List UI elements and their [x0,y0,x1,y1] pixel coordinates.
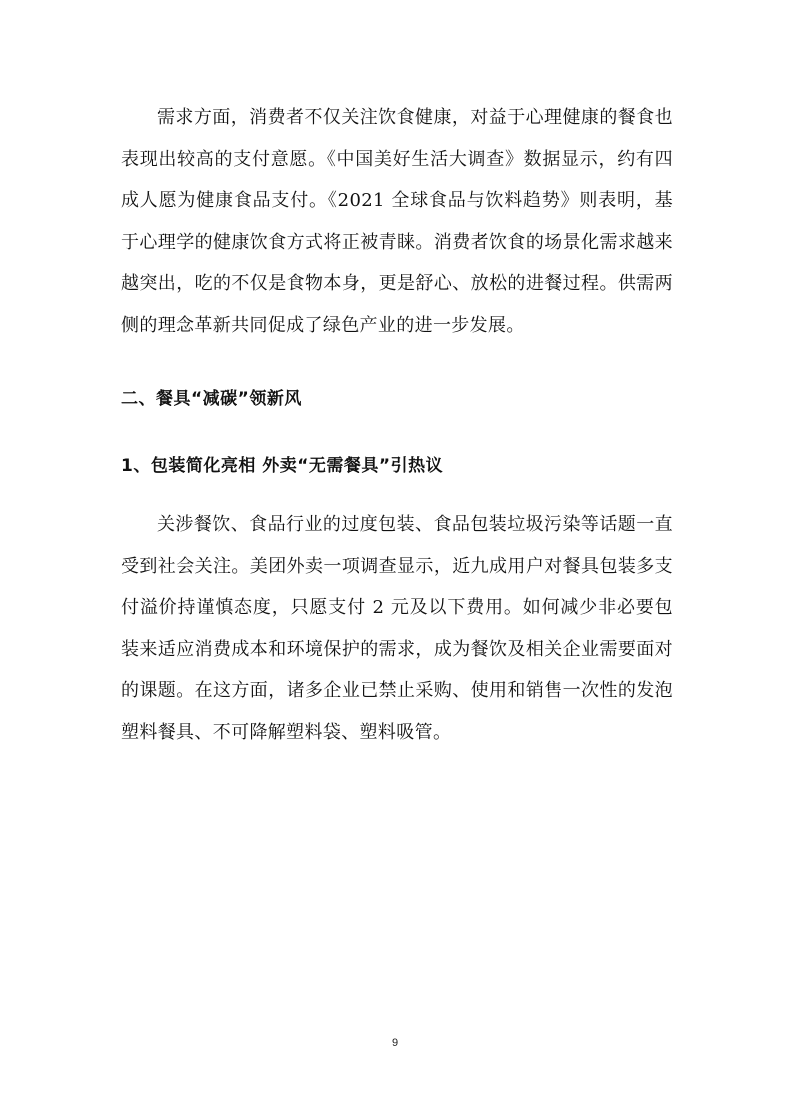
body-paragraph: 关涉餐饮、食品行业的过度包装、食品包装垃圾污染等话题一直受到社会关注。美团外卖一项调查显示，近九成用户对餐具包装多支付溢价持谨慎态度，只愿支付 2 元及以下费用。如何减少非必要包装来适应消费成本和环境保护的需求，成为餐饮及相关企业需要面对的课题。在这方面，诸多企业已禁止采购、使用和销售一次性的发泡塑料餐具、不可降解塑料袋、塑料吸管。 [121,514,673,743]
page-number: 9 [391,1037,399,1049]
body-paragraph: 需求方面，消费者不仅关注饮食健康，对益于心理健康的餐食也表现出较高的支付意愿。《中国美好生活大调查》数据显示，约有四成人愿为健康食品支付。《2021 全球食品与饮料趋势》则表明，基于心理学的健康饮食方式将正被青睐。消费者饮食的场景化需求越来越突出，吃的不仅是食物本身，更是舒心、放松的进餐过程。供需两侧的理念革新共同促成了绿色产业的进一步发展。 [121,107,673,336]
subsection-heading: 1、包装简化亮相 外卖“无需餐具”引热议 [121,456,444,476]
section-heading: 二、餐具“减碳”领新风 [121,389,302,409]
